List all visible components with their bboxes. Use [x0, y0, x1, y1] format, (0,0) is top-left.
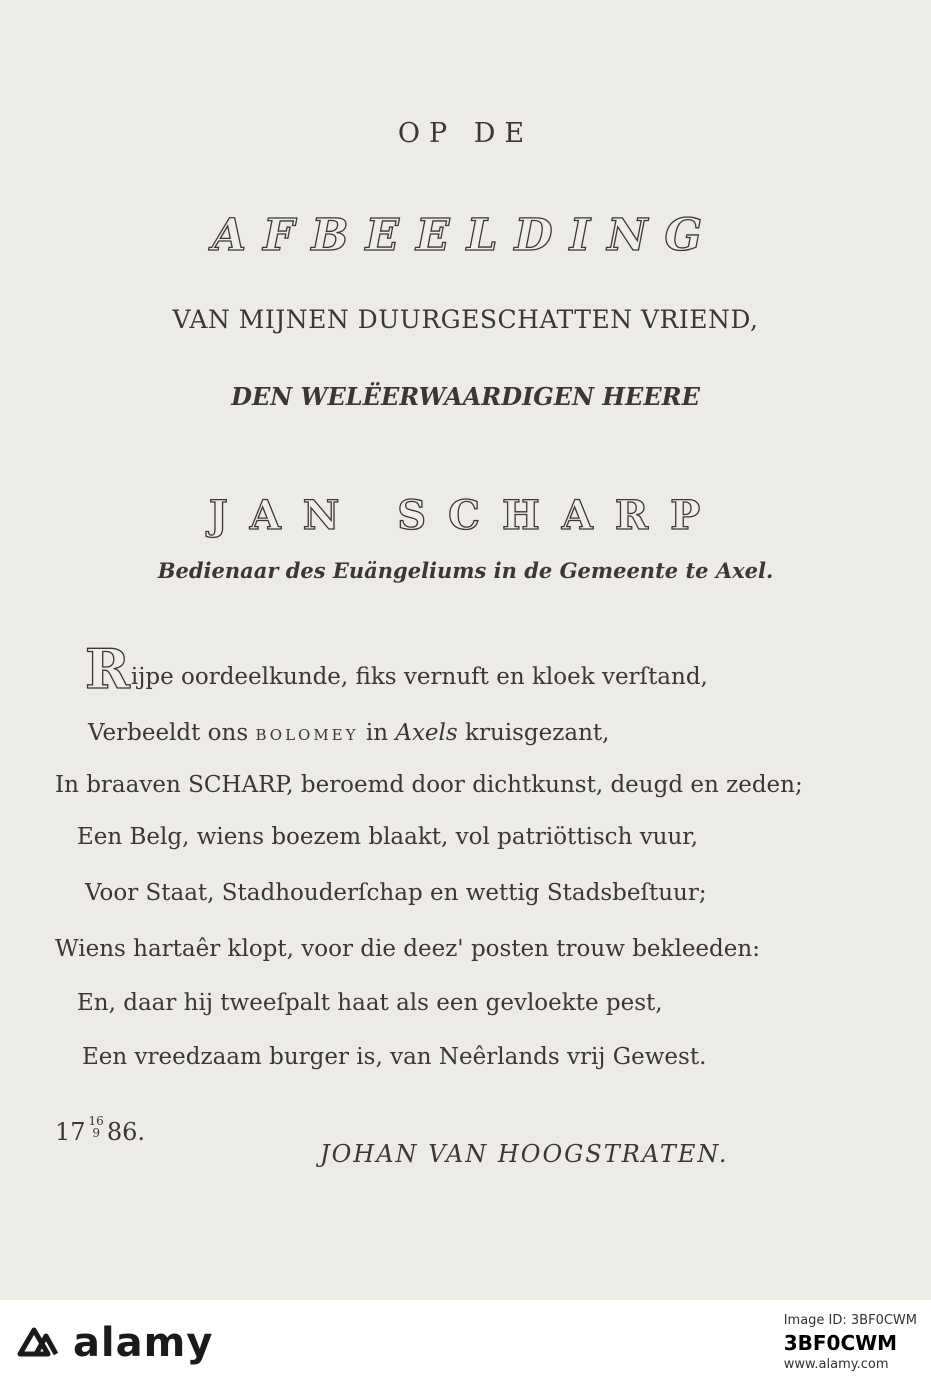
verse-line-4: Een Belg, wiens boezem blaakt, vol patriöttisch vuur, [77, 824, 699, 850]
verse-initial: R [85, 637, 130, 701]
signature: JOHAN VAN HOOGSTRATEN. [320, 1140, 729, 1168]
verse-line-8: Een vreedzaam burger is, van Neêrlands vrij Gewest. [82, 1044, 707, 1070]
date-sub: 9 [92, 1126, 100, 1140]
image-id-label: Image ID: 3BF0CWM [783, 1313, 917, 1328]
watermark-meta [784, 1310, 917, 1376]
verse-line-2-italic: Axels [395, 720, 458, 746]
alamy-a-icon [16, 1326, 58, 1360]
verse-line-6: Wiens hartaêr klopt, voor die deez' posten trouw bekleeden: [55, 936, 760, 962]
image-code: 3BF0CWM [783, 1331, 898, 1355]
heading-afbeelding: AFBEELDING [211, 210, 720, 261]
verse-line-2-b: in [358, 720, 396, 746]
date-sup: 16 [88, 1114, 104, 1128]
heading-subtitle: Bedienaar des Euängeliums in de Gemeente te Axel. [157, 558, 774, 583]
verse-line-5: Voor Staat, Stadhouderſchap en wettig Stadsbeſtuur; [85, 880, 707, 906]
heading-op-de: OP DE [397, 118, 534, 149]
verse-line-2-a: Verbeeldt ons [88, 720, 256, 746]
verse-line-7: En, daar hij tweeſpalt haat als een gevloekte pest, [77, 990, 663, 1016]
verse-line-2-smallcaps: BOLOMEY [255, 726, 359, 744]
heading-name: JAN SCHARP [208, 492, 723, 539]
alamy-logo [16, 1320, 213, 1366]
heading-heere: DEN WELËERWAARDIGEN HEERE [231, 382, 700, 411]
verse-line-2 [88, 720, 609, 746]
date-prefix: 17 [55, 1118, 86, 1146]
date [55, 1115, 145, 1146]
verse-line-1 [85, 637, 708, 701]
verse-line-3: In braaven SCHARP, beroemd door dichtkunst, deugd en zeden; [55, 772, 803, 798]
verse-line-2-c: kruisgezant, [457, 720, 610, 746]
alamy-brand: alamy [72, 1320, 214, 1366]
site-url: www.alamy.com [783, 1357, 889, 1372]
heading-vriend: VAN MIJNEN DUURGESCHATTEN VRIEND, [172, 305, 759, 334]
date-suffix: 86. [106, 1118, 145, 1146]
verse-line-1-text: ijpe oordeelkunde, fiks vernuft en kloek verſtand, [130, 664, 708, 690]
